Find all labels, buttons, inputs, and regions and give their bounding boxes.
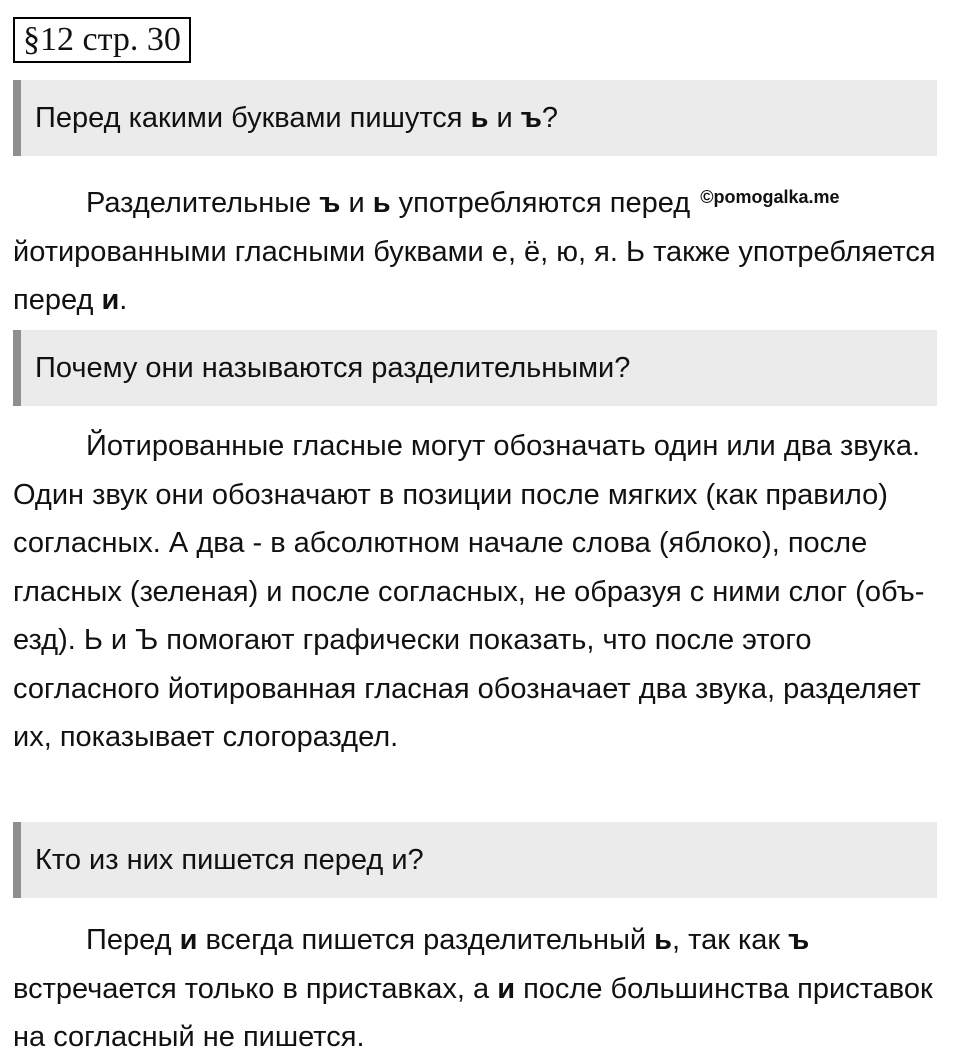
question-2 [13,330,937,406]
section-reference: §12 стр. 30 [13,17,191,63]
answer-2: Йотированные гласные могут обозначать один или два звука. Один звук они обозначают в позиции после мягких (как правило) согласных. А два - в абсолютном начале слова (яблоко), после гласных (зеленая) и после согласных, не образуя с ними слог (объ-езд). Ь и Ъ помогают графически показать, что после этого согласного йотированная гласная обозначает два звука, разделяет их, показывает слогораздел. [13,430,925,753]
question-1 [13,80,937,156]
watermark: ©pomogalka.me [700,187,840,207]
answer-3: Перед и всегда пишется разделительный ь, так как ъ встречается только в приставках, а и после большинства приставок на согласный не пишется. [13,924,933,1053]
question-2-text: Почему они называются разделительными? [35,351,631,384]
answer-1: Разделительные ъ и ь употребляются перед $^{©pomogalka.me}$ йотированными гласными буквами е, ё, ю, я. Ь также употребляется перед и. [13,187,936,316]
question-3-text: Кто из них пишется перед и? [35,843,424,876]
question-1-text: Перед какими буквами пишутся ь и ъ? [35,101,559,134]
question-3 [13,822,937,898]
